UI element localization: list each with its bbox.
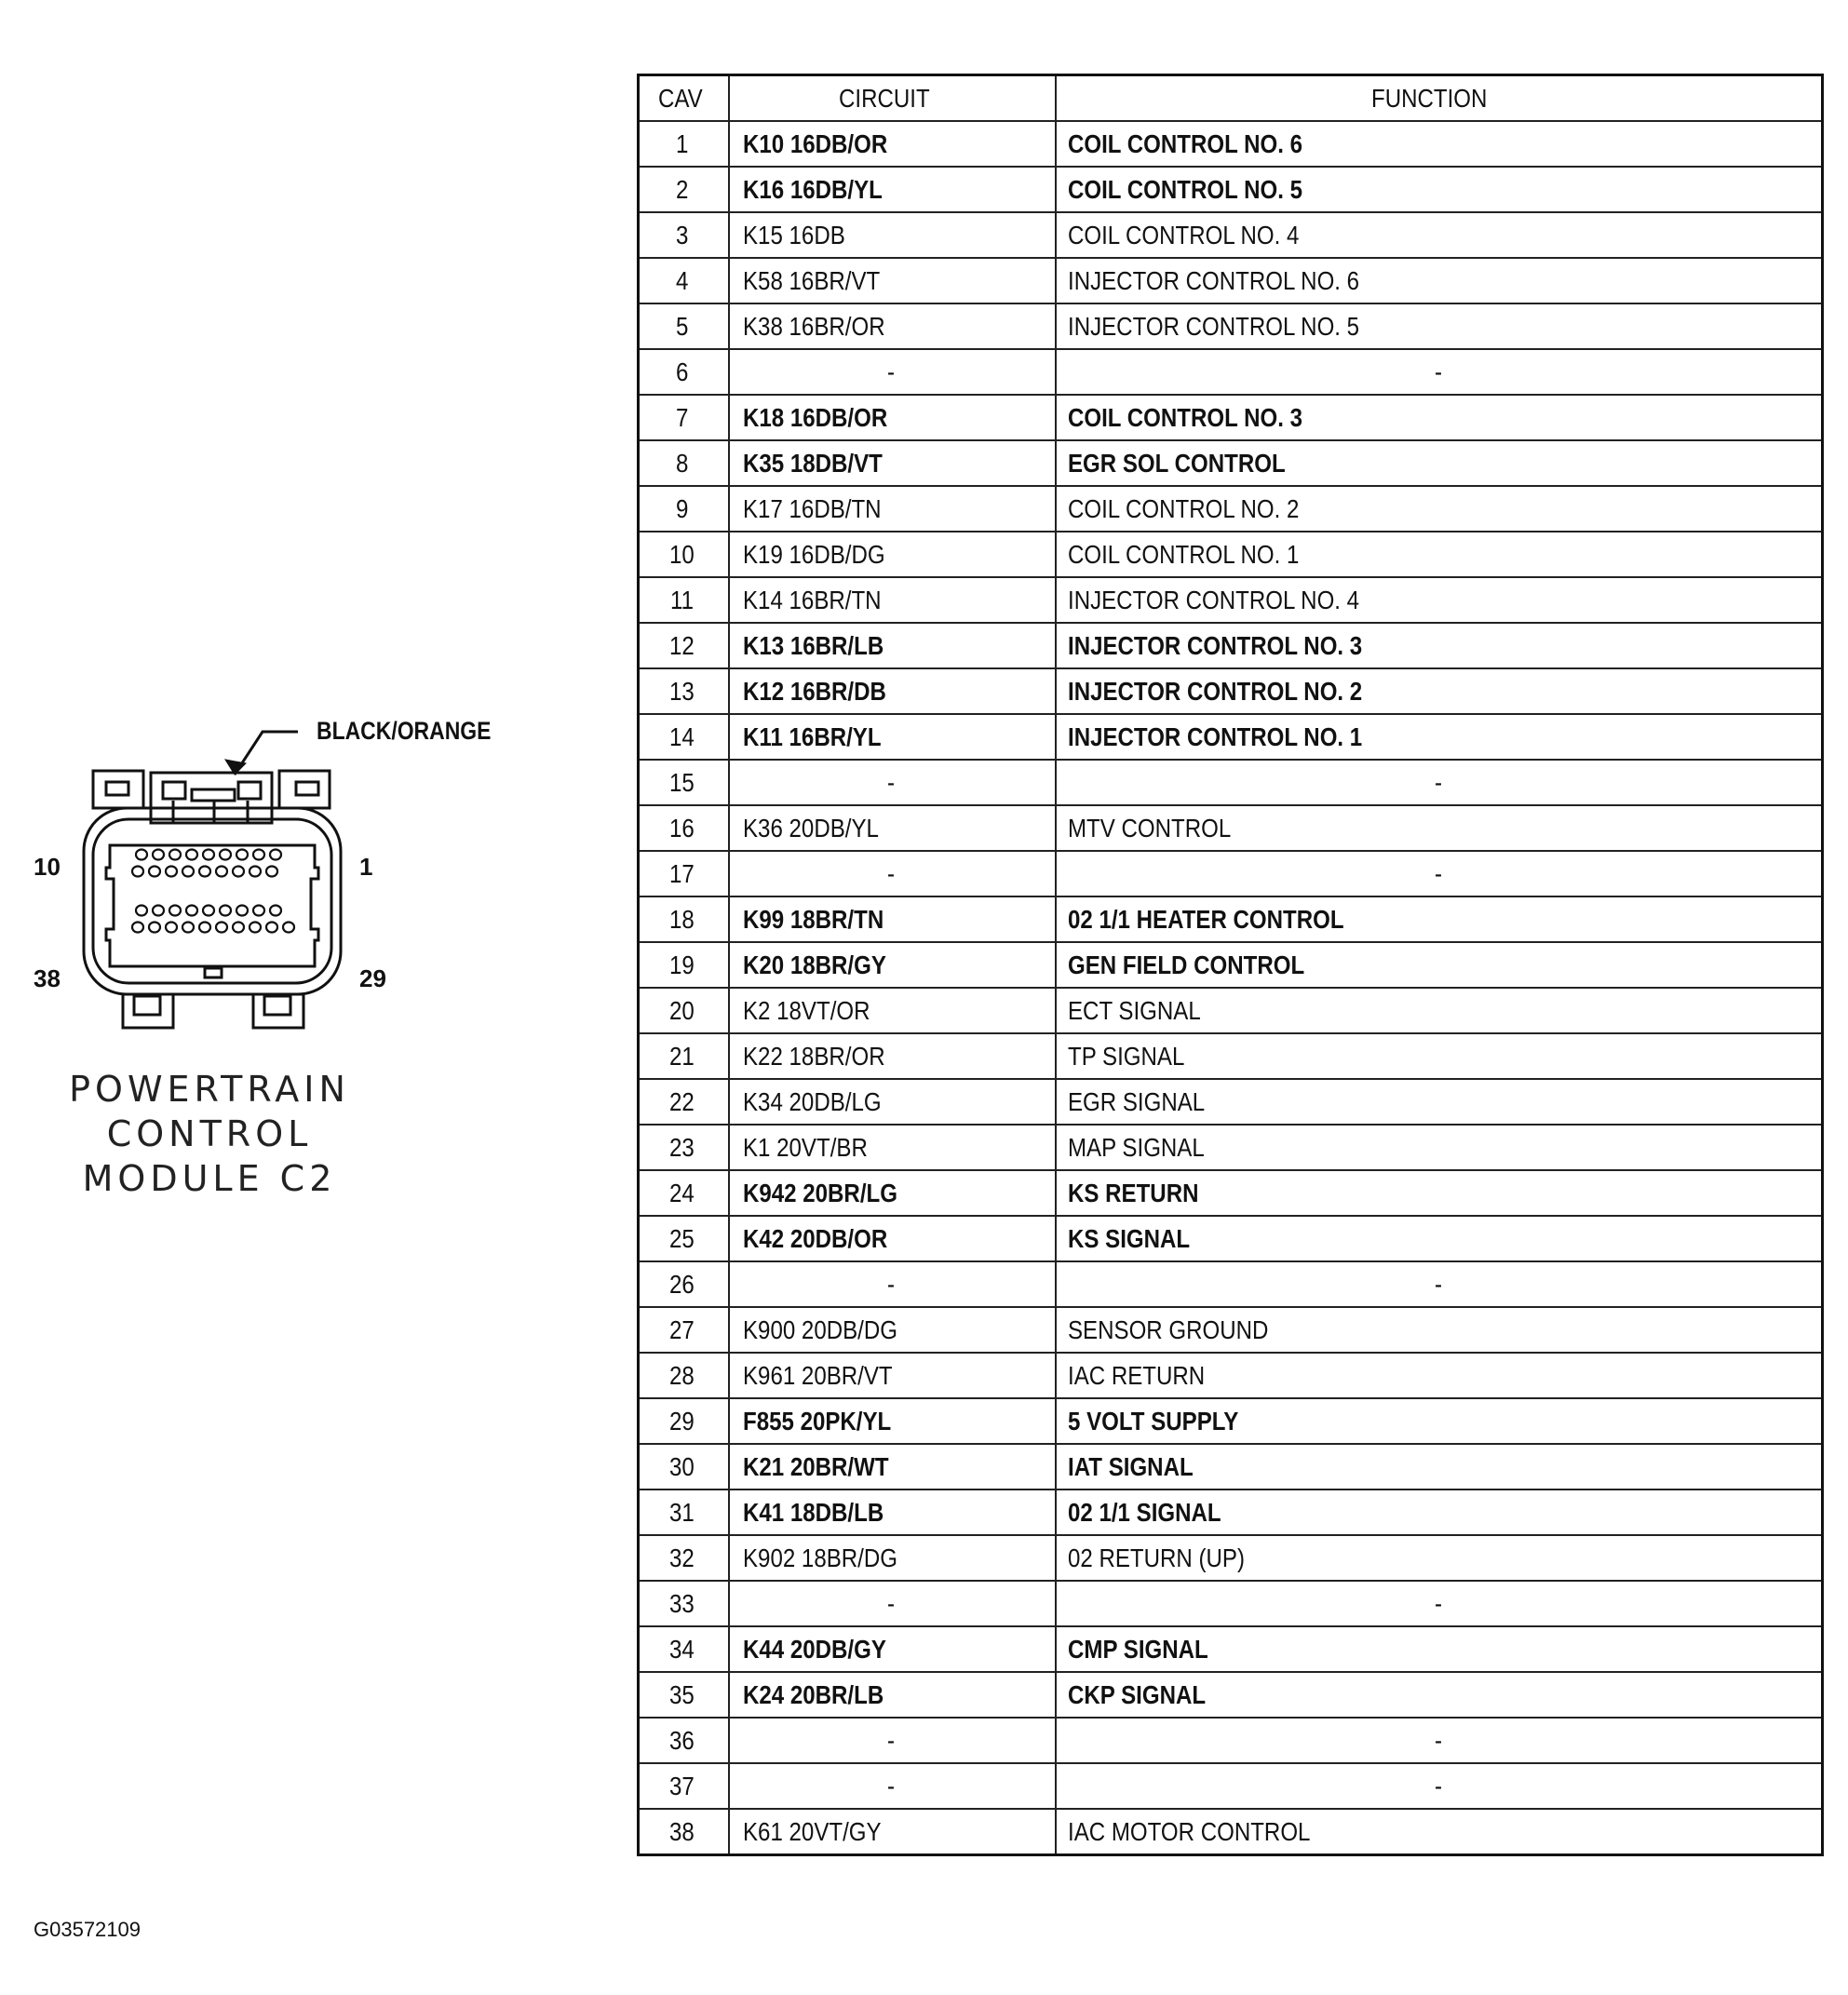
cell-circuit: K13 16BR/LB (729, 623, 1056, 668)
cell-cav: 6 (639, 349, 729, 395)
cell-function: COIL CONTROL NO. 3 (1056, 395, 1823, 440)
cell-function: INJECTOR CONTROL NO. 5 (1056, 303, 1823, 349)
pin-hole (203, 850, 214, 860)
table-row (639, 1261, 1823, 1307)
pin-hole (166, 867, 177, 877)
cell-circuit: K61 20VT/GY (729, 1809, 1056, 1855)
pin-hole (236, 850, 248, 860)
cell-cav: 33 (639, 1581, 729, 1626)
cell-function: KS RETURN (1056, 1170, 1823, 1216)
cell-cav: 19 (639, 942, 729, 988)
table-row (639, 1033, 1823, 1079)
cell-circuit: K22 18BR/OR (729, 1033, 1056, 1079)
cell-cav: 26 (639, 1261, 729, 1307)
cell-cav: 24 (639, 1170, 729, 1216)
cell-cav: 3 (639, 212, 729, 258)
cell-function: - (1056, 1261, 1823, 1307)
cell-function: MAP SIGNAL (1056, 1125, 1823, 1170)
cell-circuit: K99 18BR/TN (729, 896, 1056, 942)
cell-circuit: K34 20DB/LG (729, 1079, 1056, 1125)
cell-cav: 4 (639, 258, 729, 303)
table-row (639, 805, 1823, 851)
table-row (639, 896, 1823, 942)
bottom-right-tab (253, 994, 304, 1028)
pin-hole (136, 906, 147, 916)
cell-function: - (1056, 760, 1823, 805)
table-row (639, 714, 1823, 760)
pin-hole (182, 923, 194, 933)
pin-hole (199, 867, 210, 877)
cell-circuit: F855 20PK/YL (729, 1398, 1056, 1444)
connector-diagram (19, 708, 503, 1061)
pin-hole (199, 923, 210, 933)
table-row (639, 258, 1823, 303)
cell-function: CKP SIGNAL (1056, 1672, 1823, 1718)
cell-cav: 2 (639, 167, 729, 212)
cell-function: - (1056, 1718, 1823, 1763)
cell-function: 02 1/1 HEATER CONTROL (1056, 896, 1823, 942)
pin-function-table (637, 74, 1824, 1856)
pin-hole (132, 923, 143, 933)
pin-hole (166, 923, 177, 933)
pin-label-bottom-left: 38 (34, 964, 61, 992)
cell-cav: 34 (639, 1626, 729, 1672)
table-row (639, 1444, 1823, 1490)
cell-function: - (1056, 851, 1823, 896)
figure-id: G03572109 (34, 1918, 141, 1941)
cell-cav: 11 (639, 577, 729, 623)
pin-hole (220, 906, 231, 916)
cell-circuit: K35 18DB/VT (729, 440, 1056, 486)
cell-circuit: - (729, 851, 1056, 896)
cell-function: INJECTOR CONTROL NO. 4 (1056, 577, 1823, 623)
cell-circuit: K36 20DB/YL (729, 805, 1056, 851)
pin-hole (266, 923, 277, 933)
cell-function: - (1056, 349, 1823, 395)
cell-circuit: K18 16DB/OR (729, 395, 1056, 440)
cell-function: TP SIGNAL (1056, 1033, 1823, 1079)
cell-circuit: K942 20BR/LG (729, 1170, 1056, 1216)
bottom-left-tab (123, 994, 173, 1028)
cell-circuit: - (729, 1718, 1056, 1763)
table-row (639, 167, 1823, 212)
table-row (639, 486, 1823, 532)
cell-function: - (1056, 1763, 1823, 1809)
pin-hole (250, 867, 261, 877)
cell-function: SENSOR GROUND (1056, 1307, 1823, 1353)
cell-function: EGR SIGNAL (1056, 1079, 1823, 1125)
pin-hole (186, 906, 197, 916)
cell-cav: 25 (639, 1216, 729, 1261)
pointer-line (235, 732, 298, 775)
table-row (639, 303, 1823, 349)
cell-circuit: K38 16BR/OR (729, 303, 1056, 349)
cell-function: IAC MOTOR CONTROL (1056, 1809, 1823, 1855)
cell-function: EGR SOL CONTROL (1056, 440, 1823, 486)
cell-circuit: K961 20BR/VT (729, 1353, 1056, 1398)
cell-circuit: K44 20DB/GY (729, 1626, 1056, 1672)
cell-function: ECT SIGNAL (1056, 988, 1823, 1033)
table-row (639, 349, 1823, 395)
cell-cav: 21 (639, 1033, 729, 1079)
table-row (639, 1490, 1823, 1535)
table-row (639, 1216, 1823, 1261)
pin-hole (136, 850, 147, 860)
cell-circuit: K58 16BR/VT (729, 258, 1056, 303)
pin-hole (216, 923, 227, 933)
table-row (639, 212, 1823, 258)
cell-cav: 1 (639, 121, 729, 167)
cell-circuit: K900 20DB/DG (729, 1307, 1056, 1353)
cell-cav: 9 (639, 486, 729, 532)
cell-circuit: K902 18BR/DG (729, 1535, 1056, 1581)
cell-function: COIL CONTROL NO. 2 (1056, 486, 1823, 532)
cell-cav: 8 (639, 440, 729, 486)
cell-cav: 38 (639, 1809, 729, 1855)
cell-circuit: K1 20VT/BR (729, 1125, 1056, 1170)
pin-hole (253, 906, 264, 916)
cell-cav: 30 (639, 1444, 729, 1490)
header-cav: CAV (639, 75, 729, 122)
table-row (639, 1170, 1823, 1216)
table-row (639, 1398, 1823, 1444)
table-row (639, 668, 1823, 714)
cell-cav: 29 (639, 1398, 729, 1444)
table-row (639, 988, 1823, 1033)
connector-name-line-3: MODULE C2 (82, 1158, 337, 1199)
cell-cav: 5 (639, 303, 729, 349)
header-circuit: CIRCUIT (729, 75, 1056, 122)
cell-circuit: K2 18VT/OR (729, 988, 1056, 1033)
cell-cav: 35 (639, 1672, 729, 1718)
cell-circuit: K15 16DB (729, 212, 1056, 258)
cell-cav: 23 (639, 1125, 729, 1170)
cell-function: GEN FIELD CONTROL (1056, 942, 1823, 988)
pin-array (132, 850, 294, 933)
table-row (639, 1535, 1823, 1581)
pin-hole (236, 906, 248, 916)
pin-hole (169, 850, 181, 860)
cell-cav: 16 (639, 805, 729, 851)
cell-function: IAC RETURN (1056, 1353, 1823, 1398)
cell-function: 02 RETURN (UP) (1056, 1535, 1823, 1581)
cell-function: IAT SIGNAL (1056, 1444, 1823, 1490)
cell-cav: 13 (639, 668, 729, 714)
table-row (639, 1809, 1823, 1855)
cell-circuit: K21 20BR/WT (729, 1444, 1056, 1490)
cell-cav: 37 (639, 1763, 729, 1809)
pin-label-top-right: 1 (359, 853, 373, 881)
table-row (639, 1353, 1823, 1398)
cell-function: KS SIGNAL (1056, 1216, 1823, 1261)
cell-cav: 18 (639, 896, 729, 942)
pin-hole (233, 923, 244, 933)
cell-circuit: - (729, 349, 1056, 395)
connector-name-line-2: CONTROL (106, 1113, 313, 1154)
connector-shell-inner (93, 819, 331, 983)
table-header-row (639, 75, 1823, 122)
pin-hole (250, 923, 261, 933)
cell-function: - (1056, 1581, 1823, 1626)
connector-color-label: BLACK/ORANGE (317, 717, 492, 745)
table-row (639, 532, 1823, 577)
cell-cav: 17 (639, 851, 729, 896)
pin-hole (186, 850, 197, 860)
connector-name-line-1: POWERTRAIN (69, 1069, 350, 1110)
pin-hole (182, 867, 194, 877)
table-row (639, 851, 1823, 896)
pin-hole (169, 906, 181, 916)
pin-hole (220, 850, 231, 860)
cell-cav: 22 (639, 1079, 729, 1125)
cell-function: COIL CONTROL NO. 1 (1056, 532, 1823, 577)
table-row (639, 1125, 1823, 1170)
header-function: FUNCTION (1056, 75, 1823, 122)
cell-circuit: K42 20DB/OR (729, 1216, 1056, 1261)
cell-function: COIL CONTROL NO. 6 (1056, 121, 1823, 167)
cell-function: CMP SIGNAL (1056, 1626, 1823, 1672)
table-row (639, 623, 1823, 668)
cell-function: MTV CONTROL (1056, 805, 1823, 851)
table-row (639, 577, 1823, 623)
cell-circuit: K17 16DB/TN (729, 486, 1056, 532)
pin-hole (270, 906, 281, 916)
cell-circuit: K14 16BR/TN (729, 577, 1056, 623)
cell-function: INJECTOR CONTROL NO. 2 (1056, 668, 1823, 714)
cell-function: 02 1/1 SIGNAL (1056, 1490, 1823, 1535)
pin-hole (283, 923, 294, 933)
pin-hole (270, 850, 281, 860)
table-row (639, 1307, 1823, 1353)
cell-cav: 12 (639, 623, 729, 668)
pin-hole (203, 906, 214, 916)
cell-cav: 36 (639, 1718, 729, 1763)
table-body (639, 121, 1823, 1855)
cell-cav: 32 (639, 1535, 729, 1581)
pin-hole (216, 867, 227, 877)
pin-label-bottom-right: 29 (359, 964, 386, 992)
cell-circuit: K41 18DB/LB (729, 1490, 1056, 1535)
cell-circuit: K20 18BR/GY (729, 942, 1056, 988)
table-row (639, 1581, 1823, 1626)
cell-function: COIL CONTROL NO. 5 (1056, 167, 1823, 212)
cell-circuit: K24 20BR/LB (729, 1672, 1056, 1718)
cell-circuit: - (729, 1581, 1056, 1626)
cell-circuit: K10 16DB/OR (729, 121, 1056, 167)
cell-cav: 15 (639, 760, 729, 805)
cell-circuit: K12 16BR/DB (729, 668, 1056, 714)
cell-circuit: K16 16DB/YL (729, 167, 1056, 212)
table-row (639, 1079, 1823, 1125)
cell-cav: 28 (639, 1353, 729, 1398)
cell-cav: 14 (639, 714, 729, 760)
pin-label-top-left: 10 (34, 853, 61, 881)
top-left-tab (93, 771, 143, 808)
cell-function: INJECTOR CONTROL NO. 6 (1056, 258, 1823, 303)
cell-function: 5 VOLT SUPPLY (1056, 1398, 1823, 1444)
cell-circuit: - (729, 760, 1056, 805)
cell-circuit: K11 16BR/YL (729, 714, 1056, 760)
cell-cav: 31 (639, 1490, 729, 1535)
table-row (639, 942, 1823, 988)
pin-hole (253, 850, 264, 860)
top-right-tab (279, 771, 330, 808)
table-row (639, 1718, 1823, 1763)
cell-function: COIL CONTROL NO. 4 (1056, 212, 1823, 258)
table-row (639, 121, 1823, 167)
cell-cav: 20 (639, 988, 729, 1033)
cell-circuit: - (729, 1763, 1056, 1809)
table-row (639, 1672, 1823, 1718)
pin-hole (153, 906, 164, 916)
table-row (639, 395, 1823, 440)
cell-cav: 7 (639, 395, 729, 440)
pin-hole (149, 867, 160, 877)
cell-circuit: K19 16DB/DG (729, 532, 1056, 577)
table-row (639, 760, 1823, 805)
pin-hole (266, 867, 277, 877)
table-row (639, 440, 1823, 486)
cell-circuit: - (729, 1261, 1056, 1307)
pin-hole (149, 923, 160, 933)
pin-hole (153, 850, 164, 860)
table-row (639, 1626, 1823, 1672)
cell-function: INJECTOR CONTROL NO. 3 (1056, 623, 1823, 668)
cell-cav: 27 (639, 1307, 729, 1353)
cell-cav: 10 (639, 532, 729, 577)
table-row (639, 1763, 1823, 1809)
pin-hole (132, 867, 143, 877)
pin-hole (233, 867, 244, 877)
cell-function: INJECTOR CONTROL NO. 1 (1056, 714, 1823, 760)
